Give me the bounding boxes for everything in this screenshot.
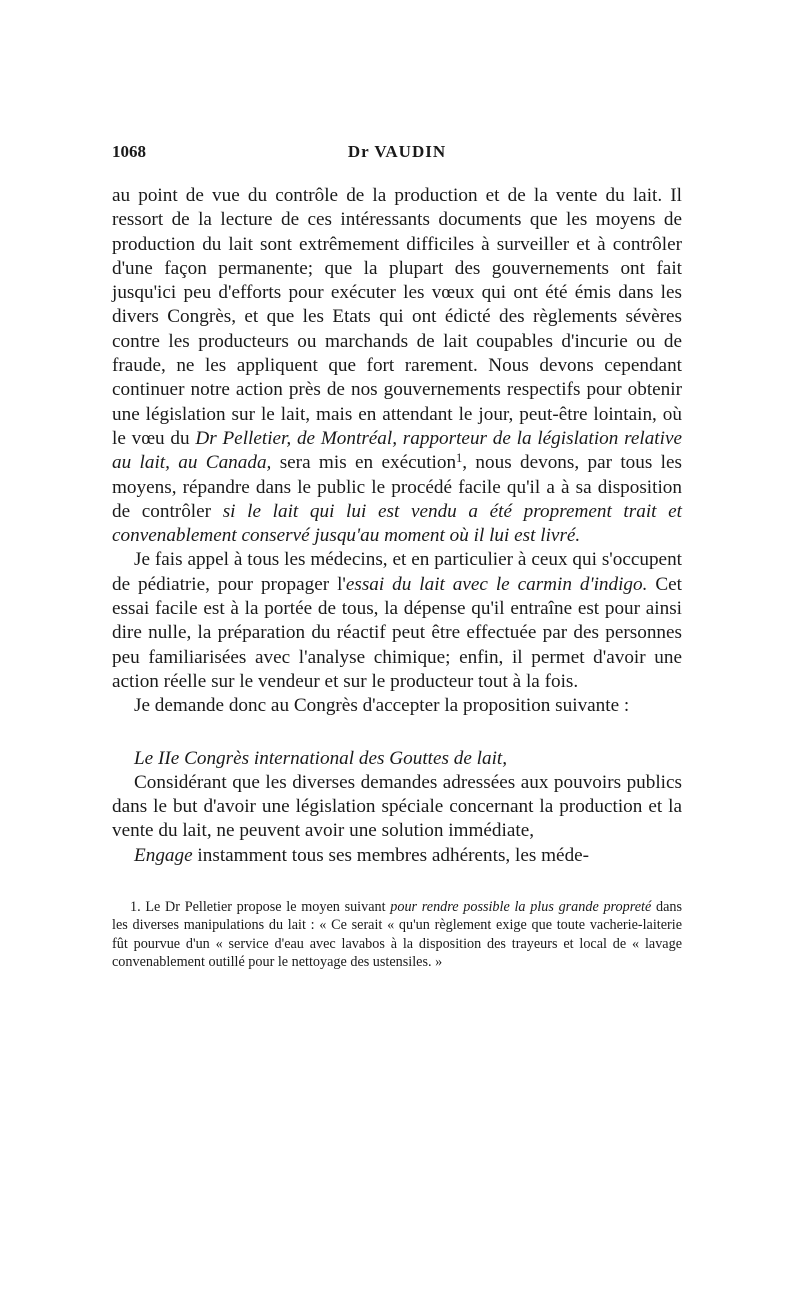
paragraph-1 [112,184,682,548]
italic-text: si le lait qui lui est vendu a été proprement trait et convenablement conservé jusqu'au moment où il lui est livré. [112,500,682,547]
paragraph-engage [112,844,682,868]
footnote-1 [112,898,682,972]
italic-text: Dr Pelletier, de Montréal, rapporteur de la législation relative au lait, au Canada, [112,427,682,474]
book-page [112,142,682,972]
paragraph-2 [112,548,682,694]
paragraph-3 [112,694,682,718]
paragraph-considerant [112,771,682,844]
page-header [112,142,682,168]
italic-text: Le IIe Congrès international des Gouttes de lait, [134,747,508,769]
text-run: Considérant que les diverses demandes adressées aux pouvoirs publics dans le but d'avoir une législation spéciale concernant la production et la vente du lait, ne peuvent avoir une solution immédiate, [112,771,682,842]
italic-text: essai du lait avec le carmin d'indigo. [345,573,648,595]
italic-text: Engage [134,844,193,866]
text-run: Je demande donc au Congrès d'accepter la proposition suivante : [134,695,630,717]
text-run: , nous devons, par tous les moyens, répandre dans le public le procédé facile qu'il a à sa disposition de contrôler [112,452,682,522]
italic-text: pour rendre possible la plus grande propreté [390,899,652,916]
text-run: sera mis en exécution [271,452,457,474]
footnote-marker: 1 [456,451,463,466]
text-run: Je fais appel à tous les médecins, et en particulier à ceux qui s'occupent de pédiatrie, pour propager l' [112,549,682,595]
text-run: dans les diverses manipulations du lait : « Ce serait « qu'un règlement exige que toute vacherie-laiterie fût pourvue d'un « service d'eau avec lavabos à la disposition des trayeurs et local de « lavage convenablement outillé pour le nettoyage des ustensiles. » [112,899,682,971]
text-run: Cet essai facile est à la portée de tous, la dépense qu'il entraîne est pour ainsi dire nulle, la préparation du réactif peut être effectuée par des personnes peu familiarisées avec l'analyse chimique; enfin, il permet d'avoir une action réelle sur le vendeur et sur le producteur tout à la fois. [112,573,682,692]
resolution-title [112,747,682,771]
main-text [112,184,682,868]
footnotes [112,898,682,972]
text-run: instamment tous ses membres adhérents, les méde- [192,844,590,866]
page-number: 1068 [112,142,146,161]
text-run: 1. Le Dr Pelletier propose le moyen suivant [130,899,391,916]
text-run: au point de vue du contrôle de la production et de la vente du lait. Il ressort de la lecture de ces intéressants documents que les moyens de production du lait sont extrêmement difficiles à surveiller et à contrôler d'une façon permanente; que la plupart des gouvernements ont fait jusqu'ici peu d'efforts pour exécuter les vœux qui ont été émis dans les divers Congrès, et que les Etats qui ont édicté des règlements sévères contre les producteurs ou marchands de lait coupables d'incurie ou de fraude, ne les appliquent que fort rarement. Nous devons cependant continuer notre action près de nos gouvernements respectifs pour obtenir une législation sur le lait, mais en attendant le jour, peut-être lointain, où le vœu du [112,185,682,449]
running-title: Dr VAUDIN [347,142,447,161]
